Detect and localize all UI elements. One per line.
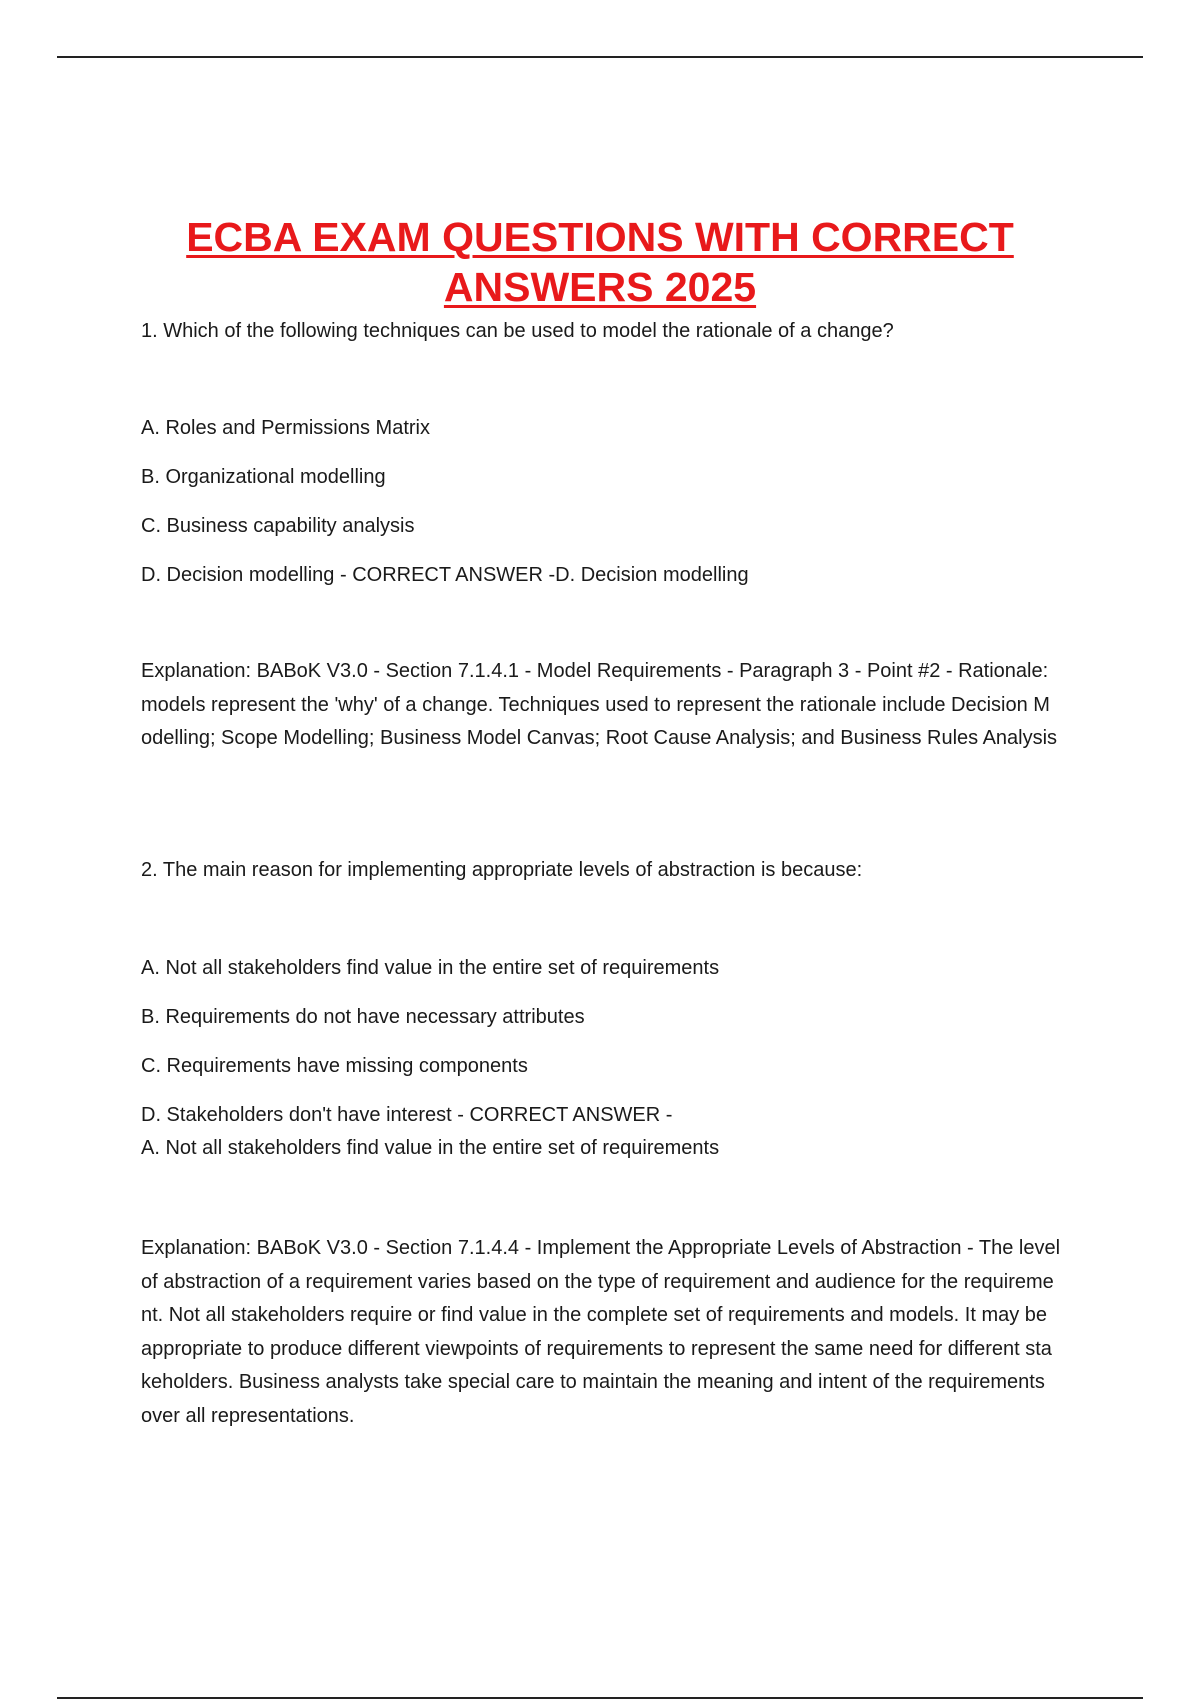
question-1-option-a: A. Roles and Permissions Matrix (141, 417, 430, 439)
question-2-option-d: D. Stakeholders don't have interest - CORRECT ANSWER - (141, 1104, 673, 1126)
question-1-option-c: C. Business capability analysis (141, 515, 415, 537)
question-2-explanation: Explanation: BABoK V3.0 - Section 7.1.4.4 - Implement the Appropriate Levels of Abstraction - The level of abstraction of a requirement varies based on the type of requirement and audience for the requirement. Not all stakeholders require or find value in the complete set of requirements and models. It may be appropriate to produce different viewpoints of requirements to represent the same need for different stakeholders. Business analysts take special care to maintain the meaning and intent of the requirements over all representations. (141, 1237, 1061, 1427)
document-title: ECBA EXAM QUESTIONS WITH CORRECT ANSWERS 2025 (186, 214, 1014, 310)
footer-rule (57, 1697, 1143, 1699)
question-2-text: 2. The main reason for implementing appropriate levels of abstraction is because: (141, 859, 863, 881)
question-2-option-c: C. Requirements have missing components (141, 1055, 528, 1077)
question-1-explanation: Explanation: BABoK V3.0 - Section 7.1.4.1 - Model Requirements - Paragraph 3 - Point #2 - Rationale: models represent the 'why' of a change. Techniques used to represent the rationale include Decision Modelling; Scope Modelling; Business Model Canvas; Root Cause Analysis; and Business Rules Analysis (141, 660, 1058, 749)
header-rule (57, 56, 1143, 58)
question-2-option-a: A. Not all stakeholders find value in the entire set of requirements (141, 957, 720, 979)
question-1-option-d: D. Decision modelling - CORRECT ANSWER -D. Decision modelling (141, 564, 749, 586)
question-2-correct-answer: A. Not all stakeholders find value in the entire set of requirements (141, 1137, 720, 1159)
question-1-option-b: B. Organizational modelling (141, 466, 386, 488)
question-2-option-b: B. Requirements do not have necessary attributes (141, 1006, 585, 1028)
question-1-text: 1. Which of the following techniques can be used to model the rationale of a change? (141, 320, 894, 342)
